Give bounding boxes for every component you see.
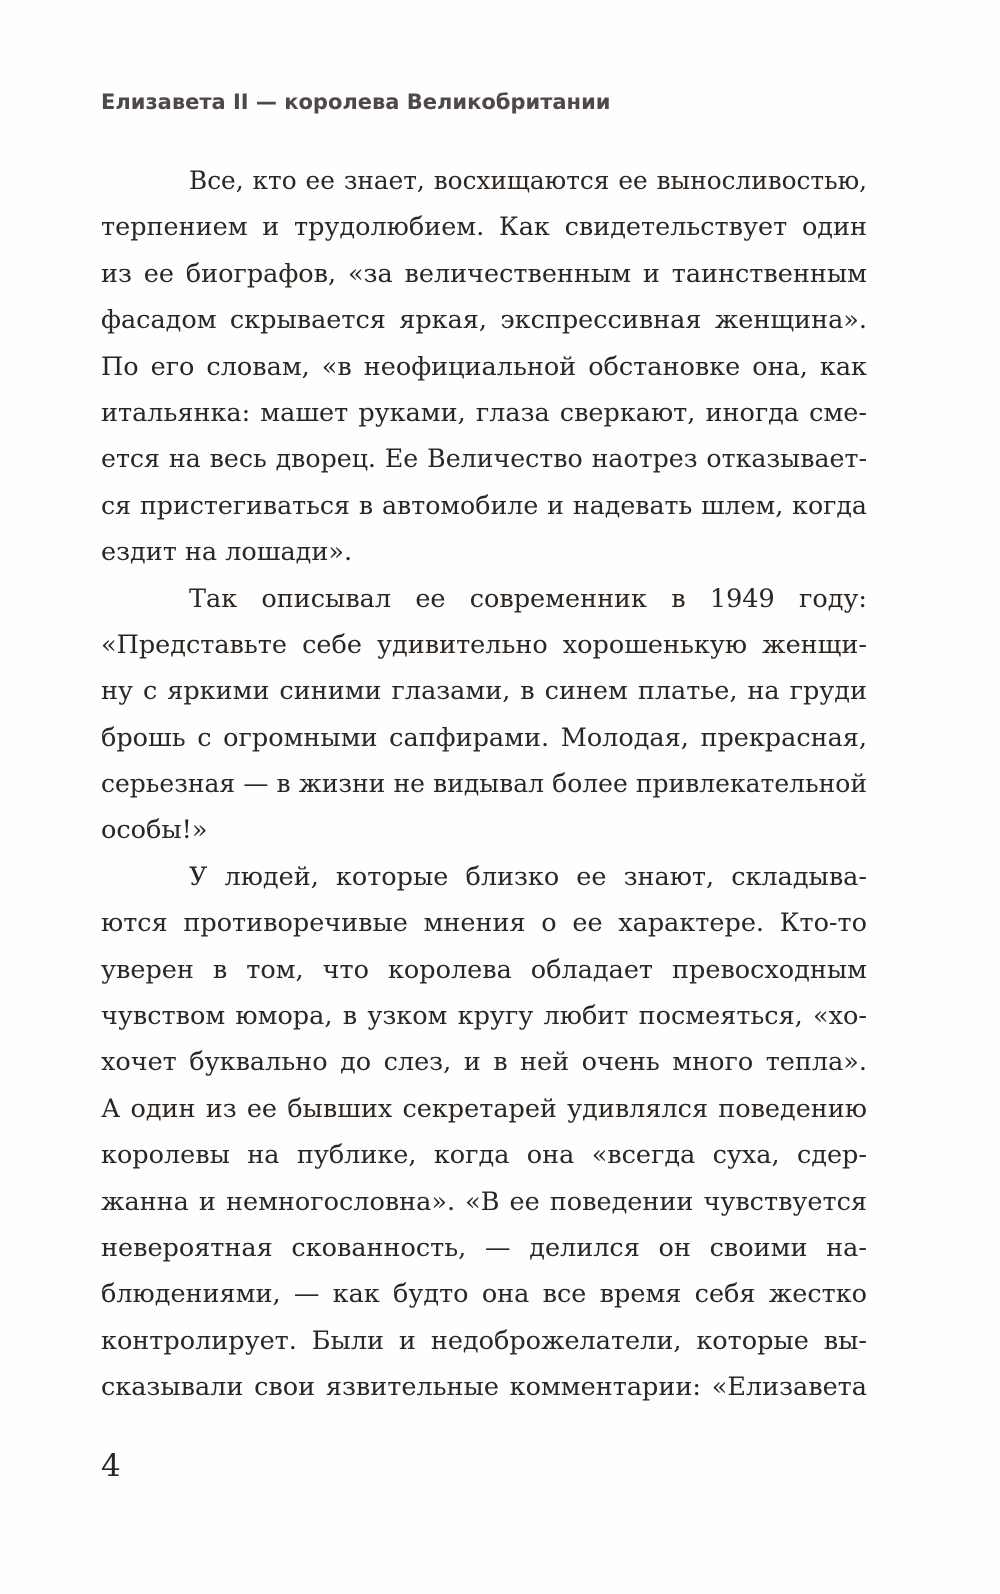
text-line: хочет буквально до слез, и в ней очень много тепла». [101,1047,867,1078]
text-line: Так описывал ее современник в 1949 году: [189,583,867,614]
text-line: серьезная — в жизни не видывал более привлекательной [101,769,867,799]
text-line: королевы на публике, когда она «всегда суха, сдер- [101,1140,867,1171]
text-line: блюдениями, — как будто она все время себя жестко [101,1279,867,1310]
text-line: уверен в том, что королева обладает превосходным [101,954,867,985]
text-line: «Представьте себе удивительно хорошенькую женщи- [101,629,867,660]
text-line: терпением и трудолюбием. Как свидетельствует один [101,212,867,243]
running-header: Елизавета II — королева Великобритании [101,90,611,114]
text-line: чувством юмора, в узком кругу любит посмеяться, «хо- [101,1001,867,1032]
text-line: итальянка: машет руками, глаза сверкают, иногда сме- [101,397,867,428]
text-line: ездит на лошади». [101,537,353,568]
text-line: ну с яркими синими глазами, в синем платье, на груди [101,676,867,707]
text-line: контролирует. Были и недоброжелатели, которые вы- [101,1325,867,1356]
body-text [101,158,867,1411]
text-line: ются противоречивые мнения о ее характере. Кто-то [101,908,867,939]
text-line: Все, кто ее знает, восхищаются ее выносливостью, [189,166,867,195]
text-line: брошь с огромными сапфирами. Молодая, прекрасная, [101,722,867,753]
text-line: По его словам, «в неофициальной обстановке она, как [101,351,867,382]
text-line: ся пристегиваться в автомобиле и надевать шлем, когда [101,490,867,520]
text-line: невероятная скованность, — делился он своими на- [101,1232,867,1263]
text-line: А один из ее бывших секретарей удивлялся поведению [101,1093,867,1124]
text-line: из ее биографов, «за величественным и таинственным [101,258,867,289]
text-line: У людей, которые близко ее знают, складыва- [189,861,867,892]
text-line: фасадом скрывается яркая, экспрессивная женщина». [101,305,867,336]
text-line: ется на весь дворец. Ее Величество наотрез отказывает- [101,444,867,474]
text-line: особы!» [101,815,208,846]
text-line: сказывали свои язвительные комментарии: «Елизавета [101,1372,867,1403]
text-line: жанна и немногословна». «В ее поведении чувствуется [101,1186,867,1217]
page-number: 4 [101,1448,121,1484]
